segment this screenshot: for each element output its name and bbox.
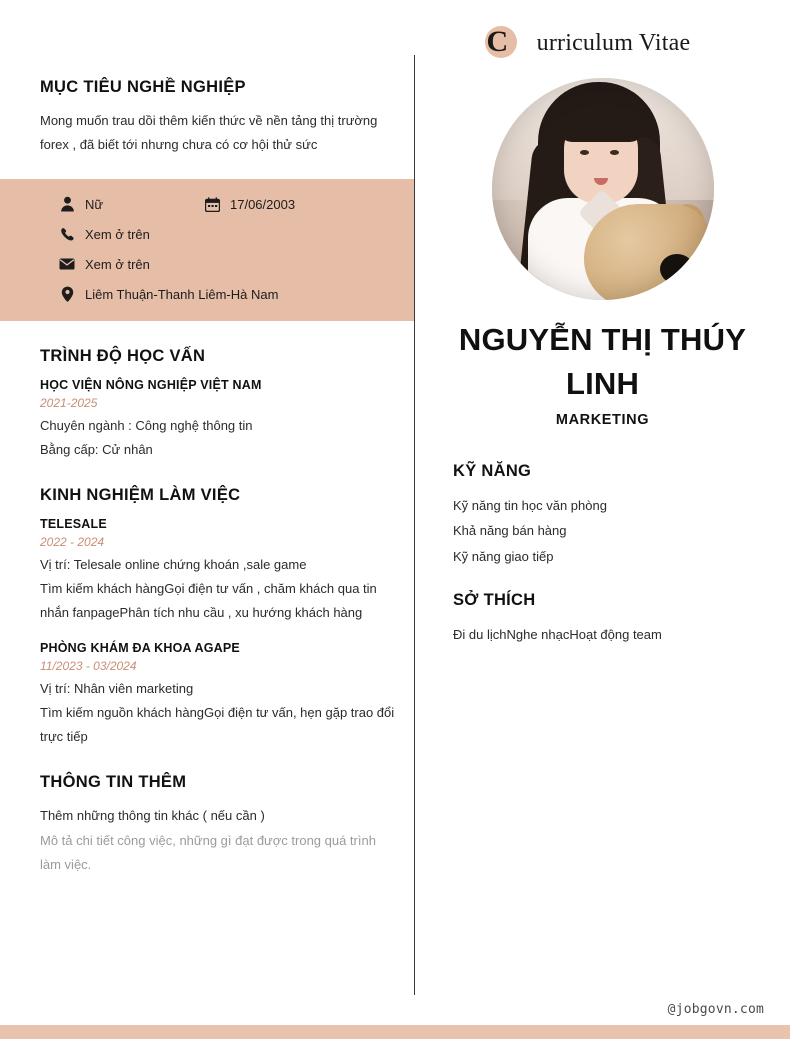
list-item: Kỹ năng tin học văn phòng: [453, 498, 607, 514]
experience-date: 2022 - 2024: [40, 535, 105, 550]
photo-vignette: [492, 78, 714, 300]
info-row: [58, 195, 394, 213]
additional-info-line2: Mô tả chi tiết công việc, những gì đạt được trong quá trình làm việc.: [40, 832, 376, 872]
right-column: [415, 0, 790, 669]
experience-position: Vị trí: Nhân viên marketing: [40, 681, 194, 697]
phone-field: [58, 225, 150, 243]
hobbies-list: [453, 622, 766, 647]
list-item: Đi du lịchNghe nhạcHoạt động team: [453, 627, 662, 643]
additional-info-line1: Thêm những thông tin khác ( nếu cần ): [40, 808, 265, 824]
info-row: [58, 225, 394, 243]
additional-info-title: THÔNG TIN THÊM: [40, 773, 187, 792]
skills-section: [453, 462, 766, 569]
skills-list: [453, 493, 766, 569]
phone-icon: [58, 225, 76, 243]
experience-section: [40, 486, 396, 749]
experience-description: Tìm kiếm nguồn khách hàngGọi điện tư vấn, hẹn gặp trao đổi trực tiếp: [40, 705, 395, 745]
personal-info-box: [0, 179, 414, 321]
logo-letter: C: [486, 25, 509, 58]
address-value: Liêm Thuận-Thanh Liêm-Hà Nam: [85, 286, 279, 302]
envelope-icon: [58, 255, 76, 273]
page-title: NGUYỄN THỊ THÚY LINH: [458, 322, 747, 402]
education-entry: [40, 378, 396, 462]
email-field: [58, 255, 150, 273]
address-field: [58, 285, 278, 303]
birthday-value: 17/06/2003: [230, 196, 296, 212]
watermark: @jobgovn.com: [667, 1002, 764, 1017]
experience-position: Vị trí: Telesale online chứng khoán ,sale game: [40, 557, 307, 573]
list-item: Khả năng bán hàng: [453, 523, 567, 539]
hobbies-title: SỞ THÍCH: [453, 591, 536, 610]
experience-title: KINH NGHIỆM LÀM VIỆC: [40, 486, 241, 505]
objective-title: MỤC TIÊU NGHỀ NGHIỆP: [40, 78, 246, 96]
job-role: MARKETING: [555, 412, 650, 429]
education-title: TRÌNH ĐỘ HỌC VẤN: [40, 347, 206, 366]
info-row: [58, 285, 394, 303]
hobbies-section: [453, 591, 766, 647]
education-degree: Bằng cấp: Cử nhân: [40, 442, 153, 458]
additional-info-section: [40, 773, 396, 876]
gender-value: Nữ: [85, 196, 104, 212]
bottom-band: [0, 1025, 790, 1039]
location-pin-icon: [58, 285, 76, 303]
list-item: Kỹ năng giao tiếp: [453, 548, 554, 564]
gender-field: [58, 195, 203, 213]
experience-company: TELESALE: [40, 517, 107, 532]
experience-date: 11/2023 - 03/2024: [40, 659, 137, 674]
experience-entry: [40, 517, 396, 625]
education-date: 2021-2025: [40, 396, 98, 411]
cv-logo: [439, 26, 766, 70]
experience-company: PHÒNG KHÁM ĐA KHOA AGAPE: [40, 641, 240, 656]
logo-text: urriculum Vitae: [536, 30, 691, 56]
left-column: [0, 0, 414, 901]
objective-text: Mong muốn trau dồi thêm kiến thức về nền tảng thị trường forex , đã biết tới nhưng chưa có cơ hội thử sức: [40, 113, 378, 153]
skills-title: KỸ NĂNG: [453, 462, 532, 481]
avatar: [492, 78, 714, 300]
education-major: Chuyên ngành : Công nghệ thông tin: [40, 418, 253, 434]
phone-value: Xem ở trên: [85, 226, 150, 242]
person-icon: [58, 195, 76, 213]
calendar-icon: [203, 195, 221, 213]
objective-section: [40, 78, 396, 157]
birthday-field: [203, 195, 295, 213]
education-school: HỌC VIỆN NÔNG NGHIỆP VIỆT NAM: [40, 378, 262, 393]
info-row: [58, 255, 394, 273]
experience-description: Tìm kiếm khách hàngGọi điện tư vấn , chăm khách qua tin nhắn fanpagePhân tích nhu cầu , xu hướng khách hàng: [40, 581, 377, 621]
experience-entry: [40, 641, 396, 749]
education-section: [40, 347, 396, 462]
email-value: Xem ở trên: [85, 256, 150, 272]
